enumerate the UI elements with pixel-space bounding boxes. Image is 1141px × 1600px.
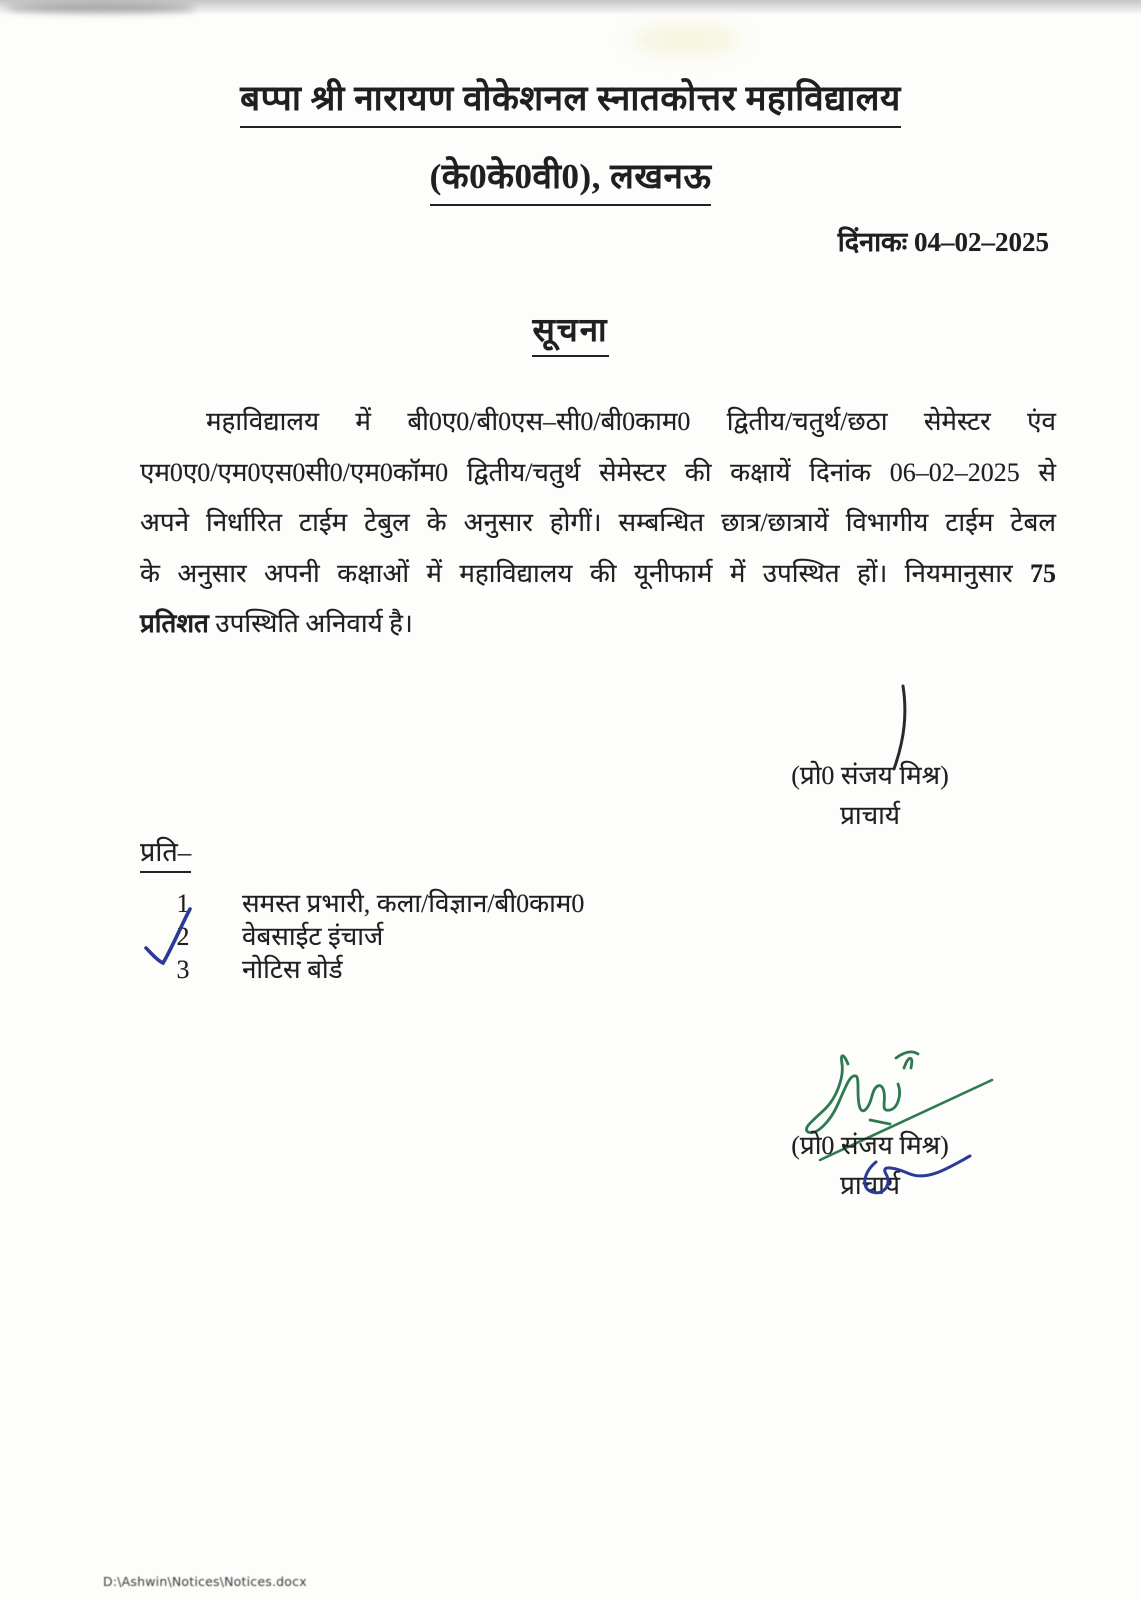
body-line-1: महाविद्यालय में बी0ए0/बी0एस–सी0/बी0काम0 द्वितीय/चतुर्थ/छठा सेमेस्टर एंव (206, 407, 1056, 436)
signature-block-upper (745, 756, 995, 836)
distribution-item-3-number: 3 (176, 955, 190, 984)
distribution-item-2-number: 2 (176, 922, 190, 951)
scan-top-smudge-dark (6, 4, 196, 13)
distribution-item-2-label: वेबसाईट इंचार्ज (242, 922, 384, 951)
body-line-3: अपने निर्धारित टाईम टेबुल के अनुसार होगीं। सम्बन्धित छात्र/छात्रायें विभागीय टाईम टेबल (140, 508, 1056, 537)
college-title-line2 (0, 152, 1141, 206)
date-line: दिंनाकः 04–02–2025 (837, 227, 1049, 257)
signatory-designation-lower: प्राचार्य (840, 1171, 900, 1200)
footer-file-path: D:\Ashwin\Notices\Notices.docx (103, 1574, 307, 1589)
college-title-line2-text: (के0के0वी0), लखनऊ (430, 152, 712, 206)
college-title-line1-text: बप्पा श्री नारायण वोकेशनल स्नातकोत्तर महाविद्यालय (240, 74, 901, 128)
notice-heading (0, 306, 1141, 357)
body-line-2: एम0ए0/एम0एस0सी0/एम0कॉम0 द्वितीय/चतुर्थ सेमेस्टर की कक्षायें दिनांक 06–02–2025 से (140, 457, 1056, 487)
body-line-5-text: उपस्थिति अनिवार्य है। (215, 609, 413, 638)
scan-yellow-stain (630, 26, 740, 54)
college-title-line1 (0, 74, 1141, 128)
distribution-item-1-label: समस्त प्रभारी, कला/विज्ञान/बी0काम0 (242, 889, 585, 918)
signatory-name-upper: (प्रो0 संजय मिश्र) (791, 761, 949, 790)
signatory-name-lower: (प्रो0 संजय मिश्र) (791, 1131, 949, 1160)
body-line-5-bold-word: प्रतिशत (140, 609, 209, 638)
distribution-heading-text: प्रति– (140, 832, 191, 873)
distribution-item-1-number: 1 (176, 889, 190, 918)
notice-body (140, 397, 1056, 650)
signatory-designation-upper: प्राचार्य (840, 801, 900, 830)
notice-heading-text: सूचना (532, 306, 608, 357)
body-line-4 (140, 549, 1056, 600)
body-line-4-text: के अनुसार अपनी कक्षाओं में महाविद्यालय की यूनीफार्म में उपस्थित हों। नियमानुसार (140, 558, 1013, 588)
distribution-heading (140, 832, 191, 873)
checkmark-ink (136, 902, 200, 972)
signature-underline-stroke (852, 1150, 976, 1200)
body-line-4-bold-number: 75 (1030, 558, 1057, 588)
body-line-5 (140, 599, 1056, 650)
distribution-item-3-label: नोटिस बोर्ड (242, 955, 343, 984)
